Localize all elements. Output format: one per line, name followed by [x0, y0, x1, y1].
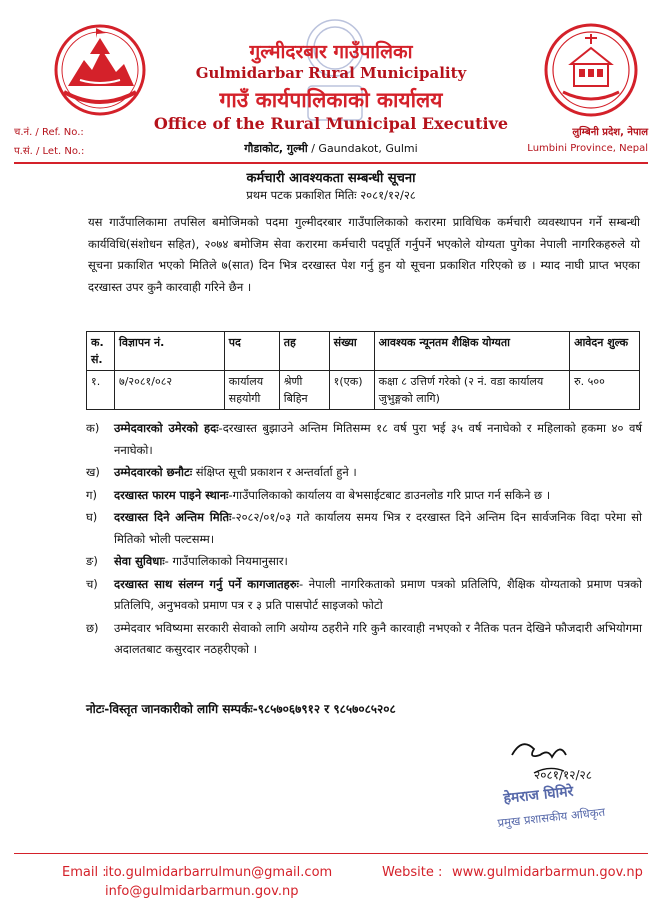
- address-en: / Gaundakot, Gulmi: [311, 142, 418, 155]
- website-link[interactable]: www.gulmidarbarmun.gov.np: [452, 865, 643, 880]
- notice-published-date: प्रथम पटक प्रकाशित मितिः २०८१/१२/२८: [246, 188, 416, 202]
- office-address: [150, 141, 512, 156]
- table-cell-advertisement-number: ७/२०८१/०८२: [114, 371, 224, 410]
- signatory-name: हेमराज घिमिरे: [502, 783, 575, 807]
- signature-date: २०८१/१२/२८: [534, 768, 593, 782]
- condition-text: -दरखास्त बुझाउने अन्तिम मितिसम्म १८ वर्ष पुरा भई ३५ वर्ष ननाघेको र महिलाको हकमा ४० वर्ष ननाघेको।: [114, 421, 642, 457]
- condition-text: उम्मेदवार भविष्यमा सरकारी सेवाको लागि अयोग्य ठहरीने गरि कुनै कारवाही नभएको र नैतिक पतन देखिने फौजदारी अभियोगमा अदालतबाट कसुरदार नठहरीएको ।: [114, 620, 642, 656]
- header-divider: [14, 162, 648, 164]
- list-marker: ख): [86, 465, 100, 479]
- table-cell-qualification: कक्षा ८ उत्तिर्ण गरेको (२ नं. वडा कार्यालय जुभुङ्गको लागि): [374, 371, 569, 410]
- office-name-en: Office of the Rural Municipal Executive: [153, 114, 509, 133]
- email-link-primary[interactable]: ito.gulmidarbarrulmun@gmail.com: [105, 865, 333, 880]
- reference-number-label: च.नं. / Ref. No.:: [14, 127, 84, 138]
- list-marker: ग): [86, 487, 97, 502]
- table-row: [87, 371, 640, 410]
- table-cell-fee: रु. ५००: [570, 371, 640, 410]
- list-marker: छ): [86, 620, 99, 635]
- table-header-cell: पद: [224, 332, 279, 371]
- condition-label: दरखास्त फारम पाइने स्थानः: [114, 487, 229, 502]
- province-np: लुम्बिनी प्रदेश, नेपाल: [572, 127, 648, 138]
- list-item: [86, 418, 642, 461]
- condition-label: उम्मेदवारको छनौटः: [114, 465, 193, 479]
- list-item: [86, 485, 642, 507]
- table-header-cell: विज्ञापन नं.: [114, 332, 224, 371]
- table-header-row: [87, 332, 640, 371]
- table-header-cell: तह: [279, 332, 329, 371]
- table-cell-count: १(एक): [329, 371, 374, 410]
- notice-intro: यस गाउँपालिकामा तपसिल बमोजिमको पदमा गुल्मीदरबार गाउँपालिकाको करारमा प्राविधिक कर्मचारी व्यवस्थापन गर्ने सम्बन्धी कार्यविधि(संशोधन सहित), २०७४ बमोजिम सेवा करारमा कर्मचारी पदपूर्ति गर्नुपर्ने भएकोले योग्यता पुगेका नेपाली नागरिकहरुले यो सूचना प्रकाशित भएको मितिले ७(सात) दिन भित्र दरखास्त पेश गर्नु हुन यो सूचना प्रकाशित गरिएको छ । म्याद नाघी प्राप्त भएका दरखास्त उपर कुनै कारवाही गरिने छैन ।: [88, 215, 640, 294]
- table-header-cell: क. सं.: [87, 332, 115, 371]
- list-marker: क): [86, 421, 100, 435]
- table-cell-serial: १.: [87, 371, 115, 410]
- conditions-list: [86, 418, 642, 662]
- province-en: Lumbini Province, Nepal: [527, 143, 648, 154]
- table-header-cell: आवश्यक न्यूनतम शैक्षिक योग्यता: [374, 332, 569, 371]
- signature-stamp: [494, 735, 644, 845]
- table-header-cell: आवेदन शुल्क: [570, 332, 640, 371]
- vacancy-table: [86, 331, 640, 410]
- email-label: Email :: [62, 865, 107, 880]
- list-marker: च): [86, 576, 98, 591]
- list-item: [86, 618, 642, 661]
- condition-text: -२०८२/०१/०३ गते कार्यालय समय भित्र र दरखास्त दिने अन्तिम दिन सार्वजनिक विदा परेमा सो मितिको भोली पल्टसम्म।: [114, 510, 642, 546]
- nepal-emblem-icon: [50, 20, 150, 120]
- condition-label: उम्मेदवारको उमेरको हदः: [114, 421, 219, 435]
- municipality-logo-icon: [538, 20, 644, 120]
- address-np: गौडाकोट, गुल्मी: [244, 142, 308, 155]
- list-item: [86, 574, 642, 617]
- letter-number-label: प.सं. / Let. No.:: [14, 146, 85, 157]
- condition-text: संक्षिप्त सूची प्रकाशन र अन्तर्वार्ता हुने ।: [192, 465, 357, 479]
- condition-text: - नेपाली नागरिकताको प्रमाण पत्रको प्रतिलिपि, शैक्षिक योग्यताको प्रमाण पत्रको प्रतिलिपि, अनुभवको प्रमाण पत्र र ३ प्रति पासपोर्ट साइजको फोटो: [114, 576, 642, 612]
- signatory-title: प्रमुख प्रशासकीय अधिकृत: [496, 804, 606, 830]
- list-item: [86, 551, 642, 573]
- list-marker: ङ): [86, 554, 98, 568]
- municipality-name-np: गुल्मीदरबार गाउँपालिका: [249, 41, 413, 63]
- website-label: Website :: [382, 865, 443, 880]
- table-cell-post: कार्यालय सहयोगी: [224, 371, 279, 410]
- table-header-cell: संख्या: [329, 332, 374, 371]
- municipality-name-en: Gulmidarbar Rural Municipality: [195, 64, 467, 82]
- condition-text: - गाउँपालिकाको नियमानुसार।: [164, 554, 288, 568]
- email-link-secondary[interactable]: info@gulmidarbarmun.gov.np: [105, 884, 299, 899]
- contact-note: नोटः-विस्तृत जानकारीको लागि सम्पर्कः-९८५७०६७९१२ र ९८५७०८५२०८: [86, 702, 396, 716]
- list-item: [86, 507, 642, 550]
- list-item: [86, 462, 642, 484]
- condition-text: -गाउँपालिकाको कार्यालय वा बेभसाईटबाट डाउनलोड गरि प्राप्त गर्न सकिने छ ।: [228, 487, 551, 502]
- table-cell-level: श्रेणी बिहिन: [279, 371, 329, 410]
- condition-label: दरखास्त साथ संलग्न गर्नु पर्ने कागजातहरुः: [114, 576, 299, 591]
- office-name-np: गाउँ कार्यपालिकाको कार्यालय: [219, 88, 443, 112]
- footer-divider: [14, 853, 648, 854]
- notice-title: कर्मचारी आवश्यकता सम्बन्धी सूचना: [246, 171, 416, 186]
- condition-label: सेवा सुविधाः: [114, 554, 165, 568]
- list-marker: घ): [86, 510, 98, 524]
- condition-label: दरखास्त दिने अन्तिम मितिः: [114, 510, 232, 524]
